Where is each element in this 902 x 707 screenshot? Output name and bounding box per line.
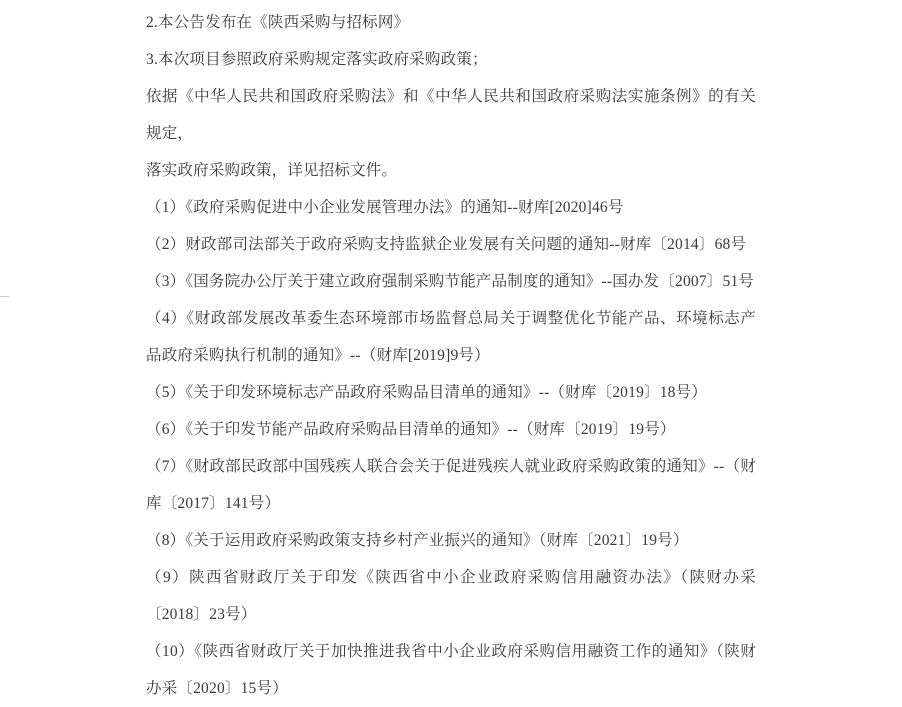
policy-item-9: （9）陕西省财政厅关于印发《陕西省中小企业政府采购信用融资办法》（陕财办采〔2018〕23号） — [146, 569, 756, 623]
policy-item-7: （7）《财政部民政部中国残疾人联合会关于促进残疾人就业政府采购政策的通知》--（财库〔2017〕141号） — [146, 458, 756, 512]
paragraph-policy-intro: 3.本次项目参照政府采购规定落实政府采购政策； — [146, 51, 488, 68]
policy-item-10: （10）《陕西省财政厅关于加快推进我省中小企业政府采购信用融资工作的通知》（陕财办采〔2020〕15号） — [146, 643, 756, 697]
policy-item-8: （8）《关于运用政府采购政策支持乡村产业振兴的通知》（财库〔2021〕19号） — [146, 532, 689, 549]
document-body — [146, 0, 756, 707]
policy-item-5: （5）《关于印发环境标志产品政府采购品目清单的通知》--（财库〔2019〕18号） — [146, 384, 708, 401]
policy-item-6: （6）《关于印发节能产品政府采购品目清单的通知》--（财库〔2019〕19号） — [146, 421, 676, 438]
policy-item-4: （4）《财政部发展改革委生态环境部市场监督总局关于调整优化节能产品、环境标志产品政府采购执行机制的通知》--（财库[2019]9号） — [146, 310, 756, 364]
paragraph-announcement-publication: 2.本公告发布在《陕西采购与招标网》 — [146, 14, 410, 31]
policy-item-3: （3）《国务院办公厅关于建立政府强制采购节能产品制度的通知》--国办发〔2007〕51号 — [146, 273, 755, 290]
page-edge-mark — [0, 296, 9, 297]
policy-item-1: （1）《政府采购促进中小企业发展管理办法》的通知--财库[2020]46号 — [146, 199, 624, 216]
paragraph-legal-basis-cont: 落实政府采购政策，详见招标文件。 — [146, 162, 398, 179]
policy-item-2: （2）财政部司法部关于政府采购支持监狱企业发展有关问题的通知--财库〔2014〕68号 — [146, 236, 747, 253]
paragraph-legal-basis: 依据《中华人民共和国政府采购法》和《中华人民共和国政府采购法实施条例》的有关规定， — [146, 88, 756, 142]
